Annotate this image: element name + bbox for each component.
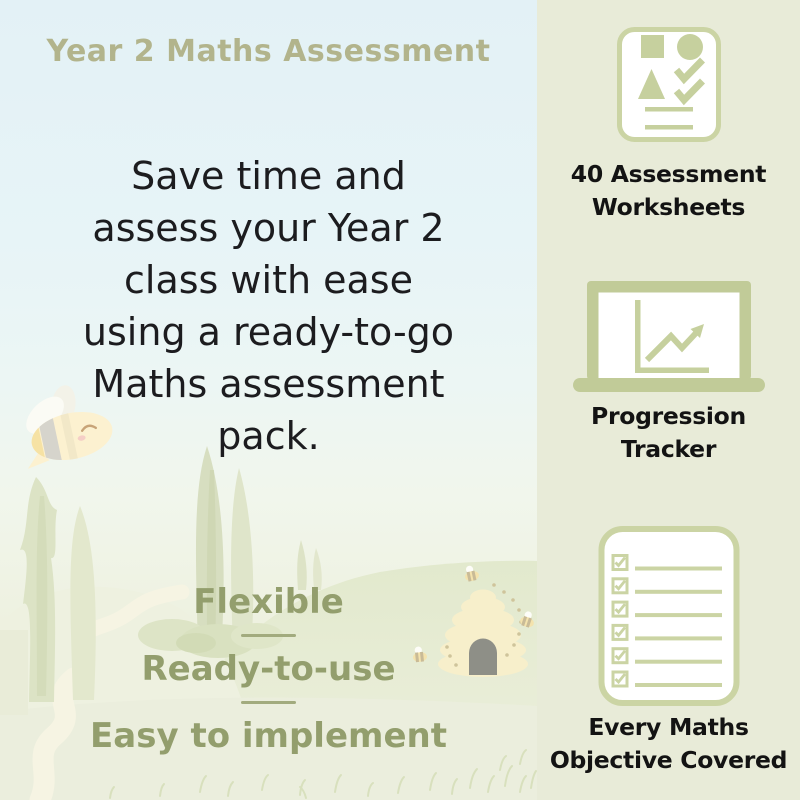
- objectives-label: [537, 711, 800, 777]
- feature-flexible: Flexible: [193, 582, 344, 622]
- worksheet-label-line1: 40 Assessment: [570, 160, 767, 188]
- feature-easy-to-implement: Easy to implement: [90, 716, 447, 756]
- objectives-label-line1: Every Maths: [588, 713, 749, 741]
- objectives-label-line2: Objective Covered: [549, 746, 788, 774]
- intro-text: [0, 150, 537, 462]
- worksheet-icon: [617, 27, 721, 142]
- intro-line: class with ease: [124, 258, 413, 302]
- worksheet-label: [537, 158, 800, 224]
- intro-line: Save time and: [131, 154, 406, 198]
- intro-line: pack.: [217, 414, 320, 458]
- worksheet-label-line2: Worksheets: [591, 193, 746, 221]
- feature-divider: [241, 634, 296, 637]
- feature-ready-to-use: Ready-to-use: [141, 649, 396, 689]
- intro-line: assess your Year 2: [92, 206, 445, 250]
- feature-divider: [241, 701, 296, 704]
- progression-label-line1: Progression: [591, 402, 746, 430]
- checklist-icon: [598, 526, 739, 706]
- feature-list: [0, 581, 537, 757]
- poster-title: Year 2 Maths Assessment: [46, 34, 491, 69]
- laptop-chart-icon: [573, 281, 765, 392]
- progression-label-line2: Tracker: [620, 435, 717, 463]
- intro-line: Maths assessment: [92, 362, 445, 406]
- right-panel: [537, 0, 800, 800]
- intro-line: using a ready-to-go: [82, 310, 455, 354]
- progression-tracker-label: [537, 400, 800, 466]
